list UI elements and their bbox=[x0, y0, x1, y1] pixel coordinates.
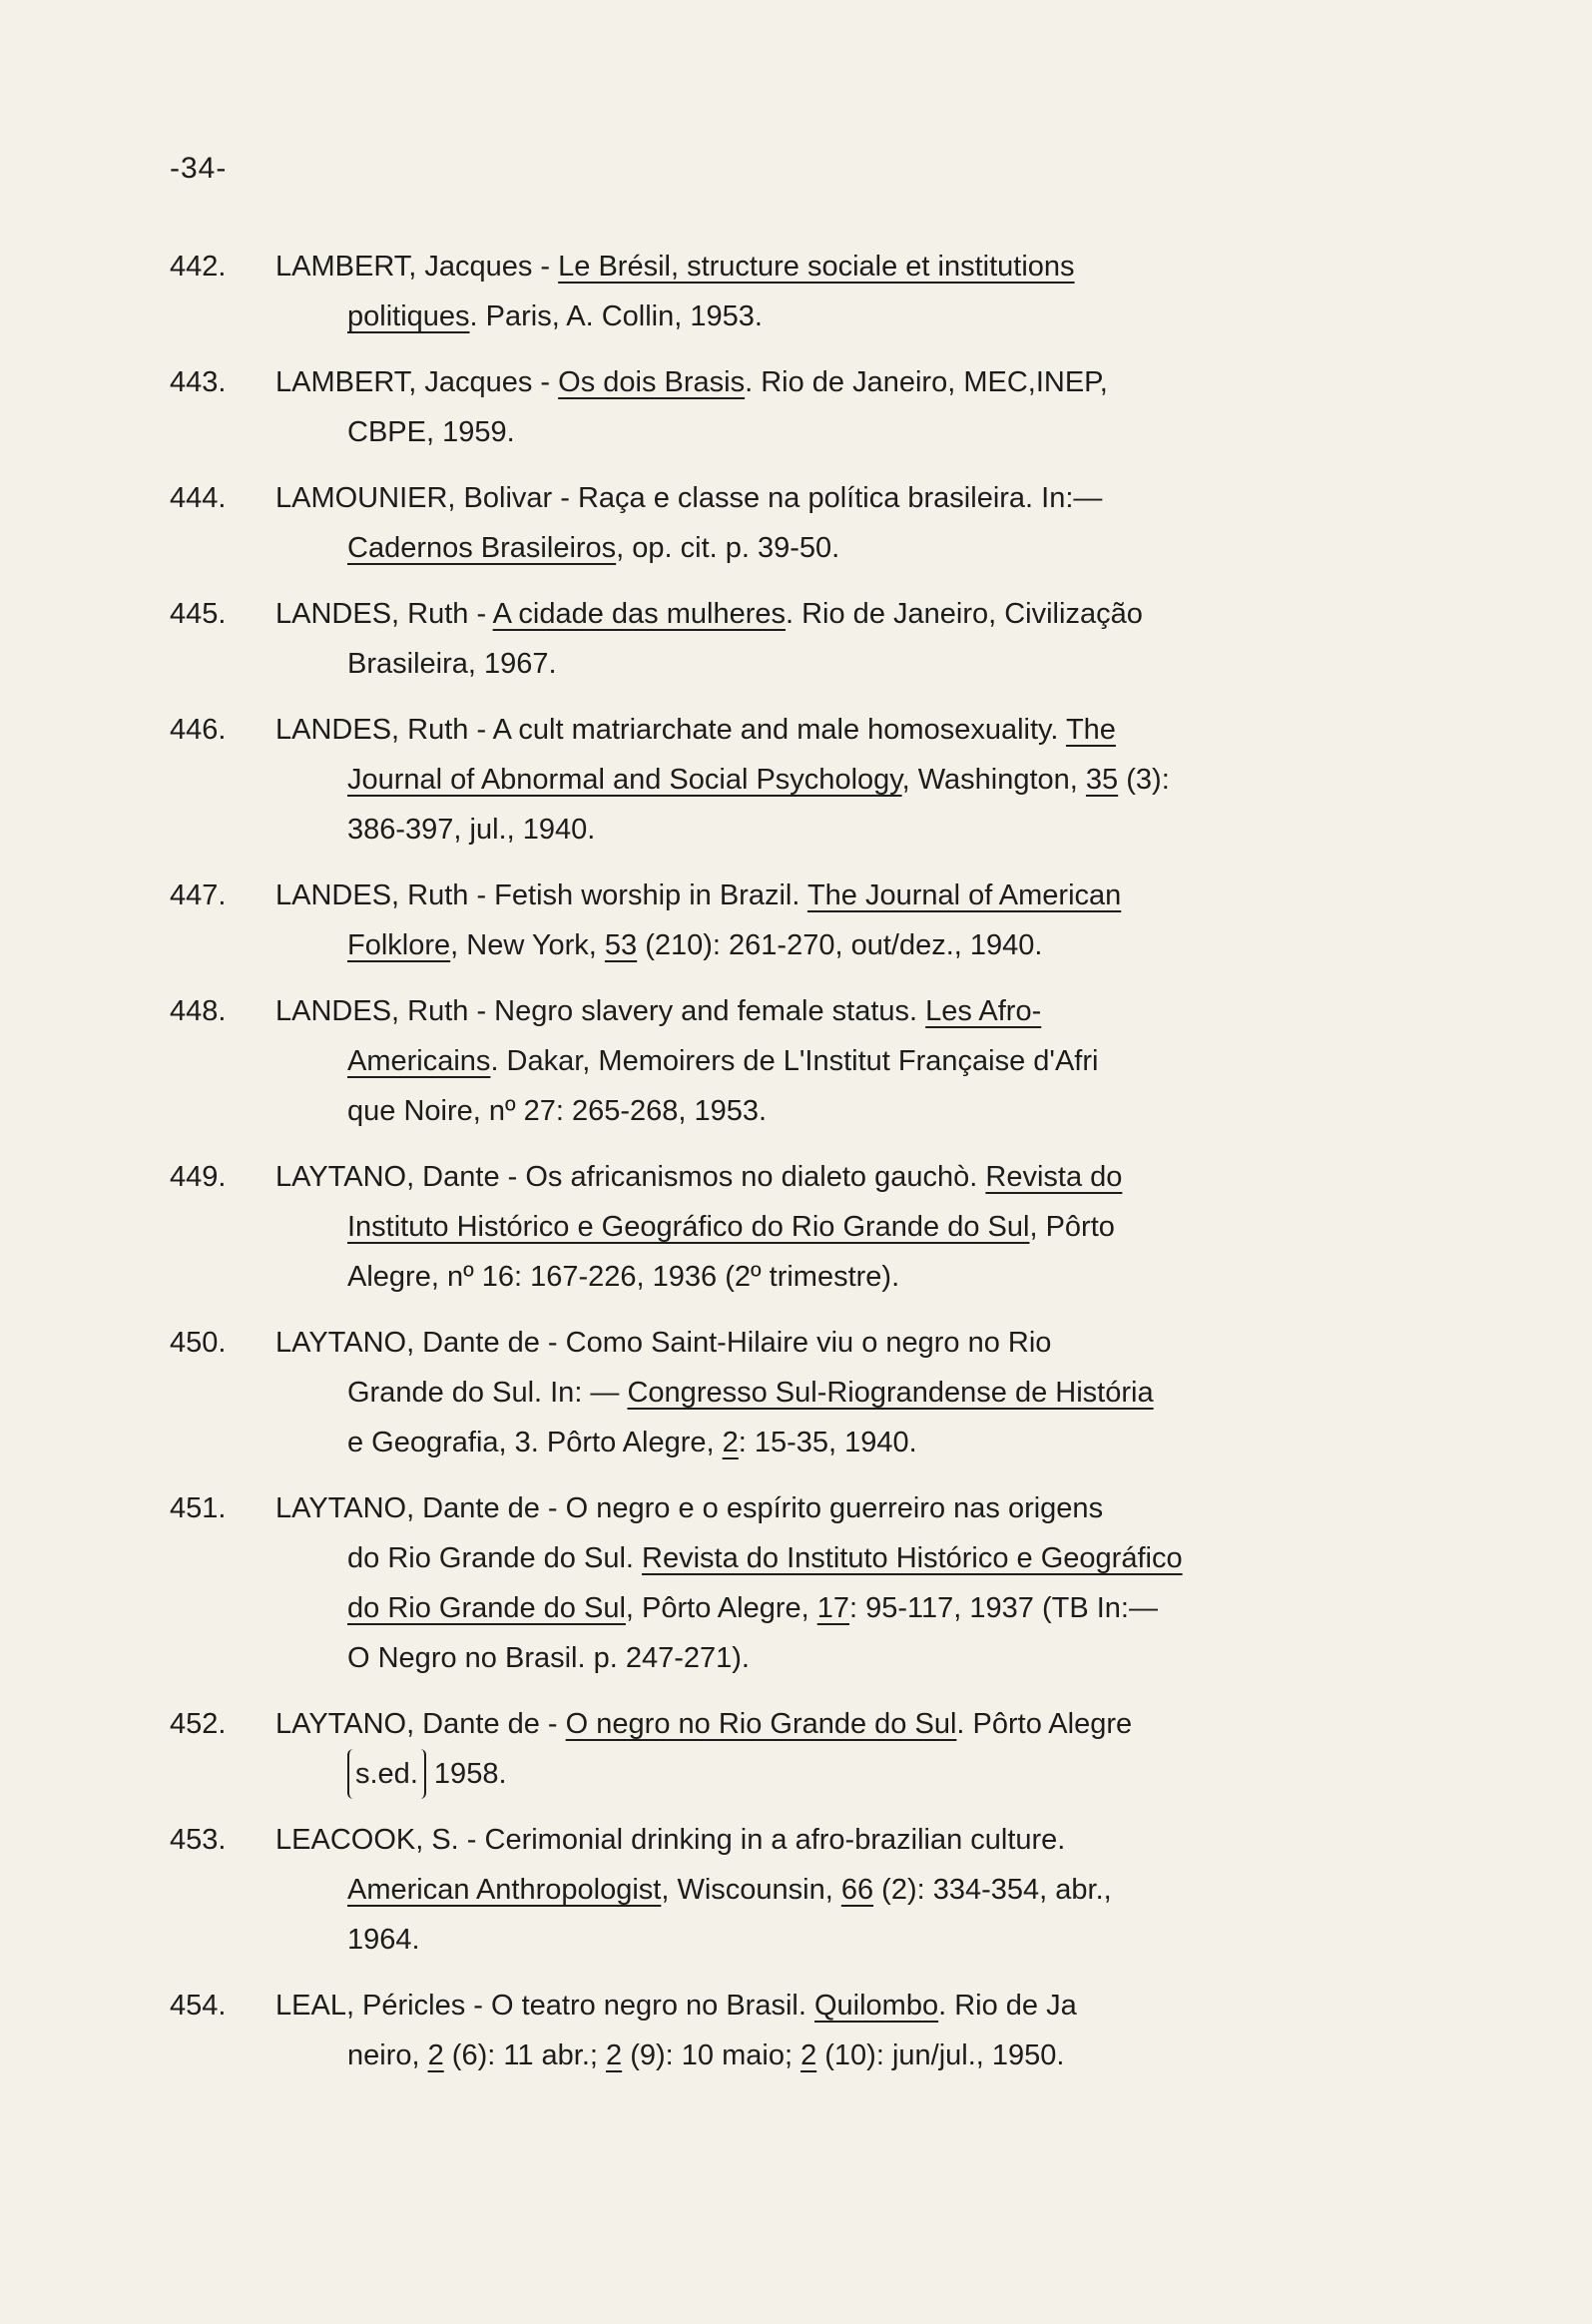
bibliography-list bbox=[170, 242, 1407, 2096]
entry-text: , Pôrto Alegre, bbox=[625, 1592, 817, 1624]
entry-text: (6): 11 abr.; bbox=[443, 2039, 607, 2071]
entry-line bbox=[275, 242, 1407, 291]
entry-text: CBPE, 1959. bbox=[347, 416, 515, 448]
underlined-title: 17 bbox=[816, 1592, 849, 1624]
entry-text: 1964. bbox=[347, 1924, 420, 1956]
entry-line bbox=[347, 523, 1407, 573]
entry-line bbox=[347, 1583, 1407, 1633]
bibliography-entry bbox=[170, 1152, 1407, 1302]
underlined-title: American Anthropologist bbox=[347, 1874, 662, 1906]
entry-text: . Paris, A. Collin, 1953. bbox=[469, 300, 763, 332]
entry-line bbox=[347, 1865, 1407, 1915]
entry-text: 386-397, jul., 1940. bbox=[347, 814, 596, 846]
entry-text: que Noire, nº 27: 265-268, 1953. bbox=[347, 1095, 768, 1127]
entry-number: 445. bbox=[170, 598, 227, 630]
entry-text: , Washington, bbox=[901, 764, 1086, 796]
entry-line bbox=[347, 1418, 1407, 1467]
entry-text: LANDES, Ruth - Negro slavery and female status. bbox=[275, 995, 926, 1027]
underlined-title: A cidade das mulheres bbox=[492, 598, 786, 630]
entry-number: 446. bbox=[170, 714, 227, 746]
underlined-title: Congresso Sul-Riograndense de História bbox=[627, 1377, 1154, 1409]
entry-text: LAYTANO, Dante de - O negro e o espírito guerreiro nas origens bbox=[275, 1492, 1104, 1524]
page-number: -34- bbox=[170, 152, 228, 185]
underlined-title: Os dois Brasis bbox=[558, 366, 746, 398]
entry-number: 451. bbox=[170, 1492, 227, 1524]
underlined-title: Revista do Instituto Histórico e Geográfico bbox=[642, 1542, 1183, 1574]
entry-text: . Dakar, Memoirers de L'Institut Française d'Afri bbox=[490, 1045, 1099, 1077]
entry-text: 1958. bbox=[425, 1758, 507, 1790]
entry-number: 447. bbox=[170, 879, 227, 911]
entry-text: (3): bbox=[1118, 764, 1170, 796]
underlined-title: Folklore bbox=[347, 929, 451, 961]
entry-text: O Negro no Brasil. p. 247-271). bbox=[347, 1642, 750, 1674]
bibliography-entry bbox=[170, 1815, 1407, 1965]
entry-line bbox=[347, 2031, 1407, 2080]
entry-text: LANDES, Ruth - Fetish worship in Brazil. bbox=[275, 879, 807, 911]
entry-line bbox=[347, 805, 1407, 855]
entry-text: , op. cit. p. 39-50. bbox=[616, 532, 840, 564]
entry-line bbox=[275, 871, 1407, 920]
underlined-title: 66 bbox=[840, 1874, 874, 1906]
entry-line bbox=[275, 357, 1407, 407]
entry-text: (210): 261-270, out/dez., 1940. bbox=[637, 929, 1043, 961]
entry-text: (9): 10 maio; bbox=[622, 2039, 801, 2071]
underlined-title: Americains bbox=[347, 1045, 491, 1077]
underlined-title: Instituto Histórico e Geográfico do Rio Grande do Sul bbox=[347, 1211, 1030, 1243]
underlined-title: Les Afro- bbox=[925, 995, 1042, 1027]
entry-number: 452. bbox=[170, 1708, 227, 1740]
entry-line bbox=[275, 473, 1407, 523]
entry-text: , Wiscounsin, bbox=[661, 1874, 841, 1906]
bibliography-entry bbox=[170, 242, 1407, 341]
entry-text: neiro, bbox=[347, 2039, 428, 2071]
entry-line bbox=[347, 1368, 1407, 1418]
entry-text: , New York, bbox=[450, 929, 605, 961]
bibliography-entry bbox=[170, 589, 1407, 689]
underlined-title: politiques bbox=[347, 300, 470, 332]
underlined-title: 2 bbox=[722, 1427, 739, 1458]
entry-text: . Rio de Ja bbox=[938, 1990, 1077, 2022]
bibliography-entry bbox=[170, 1318, 1407, 1467]
entry-number: 443. bbox=[170, 366, 227, 398]
underlined-title: Quilombo bbox=[813, 1990, 939, 2022]
entry-line bbox=[347, 639, 1407, 689]
entry-line bbox=[347, 1533, 1407, 1583]
entry-line bbox=[347, 291, 1407, 341]
entry-line bbox=[275, 589, 1407, 639]
entry-line bbox=[347, 1915, 1407, 1965]
entry-text: do Rio Grande do Sul. bbox=[347, 1542, 643, 1574]
entry-text: . Rio de Janeiro, MEC,INEP, bbox=[745, 366, 1108, 398]
entry-text: (10): jun/jul., 1950. bbox=[816, 2039, 1065, 2071]
entry-text: LAMOUNIER, Bolivar - Raça e classe na política brasileira. In:— bbox=[275, 482, 1103, 514]
underlined-title: Cadernos Brasileiros bbox=[347, 532, 617, 564]
underlined-title: Revista do bbox=[985, 1161, 1123, 1193]
entry-number: 442. bbox=[170, 251, 227, 283]
entry-line bbox=[347, 1633, 1407, 1683]
bibliography-entry bbox=[170, 1981, 1407, 2080]
entry-line bbox=[347, 1036, 1407, 1086]
entry-text: LAYTANO, Dante de - Como Saint-Hilaire viu o negro no Rio bbox=[275, 1327, 1052, 1359]
bracketed-note: s.ed. bbox=[347, 1749, 426, 1799]
underlined-title: 2 bbox=[800, 2039, 817, 2071]
entry-line bbox=[347, 407, 1407, 457]
entry-line bbox=[347, 920, 1407, 970]
entry-line bbox=[347, 1086, 1407, 1136]
bibliography-entry bbox=[170, 473, 1407, 573]
entry-line bbox=[275, 1318, 1407, 1368]
underlined-title: Le Brésil, structure sociale et institutions bbox=[558, 251, 1075, 283]
entry-line bbox=[275, 986, 1407, 1036]
entry-text: e Geografia, 3. Pôrto Alegre, bbox=[347, 1427, 723, 1458]
entry-text: : 95-117, 1937 (TB In:— bbox=[849, 1592, 1158, 1624]
underlined-title: 2 bbox=[606, 2039, 623, 2071]
entry-text: . Rio de Janeiro, Civilização bbox=[786, 598, 1143, 630]
entry-number: 449. bbox=[170, 1161, 227, 1193]
underlined-title: The Journal of American bbox=[806, 879, 1122, 911]
entry-line bbox=[347, 1252, 1407, 1302]
entry-line bbox=[275, 1699, 1407, 1749]
entry-line bbox=[275, 705, 1407, 755]
entry-text: LAYTANO, Dante - Os africanismos no dialeto gauchò. bbox=[275, 1161, 986, 1193]
entry-text: Brasileira, 1967. bbox=[347, 648, 557, 680]
entry-line bbox=[275, 1152, 1407, 1202]
entry-line bbox=[275, 1815, 1407, 1865]
entry-text: LEAL, Péricles - O teatro negro no Brasil. bbox=[275, 1990, 814, 2022]
entry-text: LANDES, Ruth - bbox=[275, 598, 493, 630]
entry-number: 453. bbox=[170, 1824, 227, 1856]
entry-text: LAMBERT, Jacques - bbox=[275, 251, 559, 283]
entry-text: LAYTANO, Dante de - bbox=[275, 1708, 566, 1740]
entry-line bbox=[347, 1202, 1407, 1252]
entry-line bbox=[275, 1483, 1407, 1533]
entry-line bbox=[347, 755, 1407, 805]
entry-line bbox=[347, 1749, 1407, 1799]
entry-number: 450. bbox=[170, 1327, 227, 1359]
entry-number: 444. bbox=[170, 482, 227, 514]
entry-number: 448. bbox=[170, 995, 227, 1027]
entry-text: LAMBERT, Jacques - bbox=[275, 366, 559, 398]
entry-text: (2): 334-354, abr., bbox=[873, 1874, 1112, 1906]
entry-text: LANDES, Ruth - A cult matriarchate and male homosexuality. bbox=[275, 714, 1066, 746]
underlined-title: 53 bbox=[604, 929, 638, 961]
underlined-title: 2 bbox=[427, 2039, 444, 2071]
bibliography-entry bbox=[170, 357, 1407, 457]
underlined-title: The bbox=[1065, 714, 1116, 746]
bibliography-entry bbox=[170, 705, 1407, 855]
bibliography-entry bbox=[170, 1699, 1407, 1799]
entry-line bbox=[275, 1981, 1407, 2031]
bibliography-entry bbox=[170, 871, 1407, 970]
entry-text: . Pôrto Alegre bbox=[956, 1708, 1133, 1740]
entry-text: Alegre, nº 16: 167-226, 1936 (2º trimestre). bbox=[347, 1261, 900, 1293]
underlined-title: 35 bbox=[1085, 764, 1119, 796]
underlined-title: do Rio Grande do Sul bbox=[347, 1592, 626, 1624]
entry-text: : 15-35, 1940. bbox=[738, 1427, 917, 1458]
underlined-title: O negro no Rio Grande do Sul bbox=[565, 1708, 957, 1740]
bibliography-entry bbox=[170, 986, 1407, 1136]
underlined-title: Journal of Abnormal and Social Psychology bbox=[347, 764, 902, 796]
entry-text: , Pôrto bbox=[1029, 1211, 1115, 1243]
entry-text: Grande do Sul. In: — bbox=[347, 1377, 628, 1409]
bibliography-entry bbox=[170, 1483, 1407, 1683]
entry-text: LEACOOK, S. - Cerimonial drinking in a afro-brazilian culture. bbox=[275, 1824, 1066, 1856]
entry-number: 454. bbox=[170, 1990, 227, 2022]
